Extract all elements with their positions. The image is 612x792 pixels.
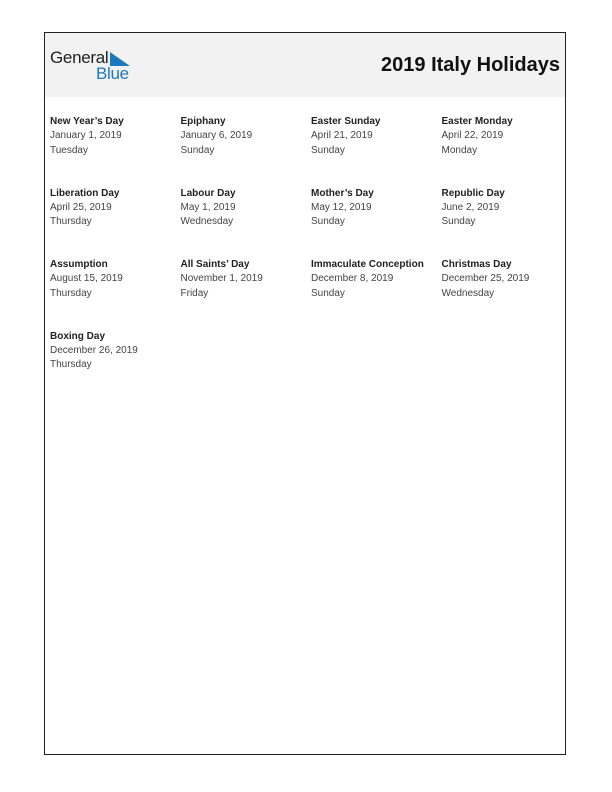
holiday-name: Easter Sunday <box>311 116 381 127</box>
holiday-name: Easter Monday <box>441 116 513 127</box>
holiday-name: Immaculate Conception <box>311 259 424 270</box>
holiday-item <box>442 258 567 330</box>
holiday-date: December 8, 2019 <box>311 273 394 285</box>
holiday-item <box>181 187 312 259</box>
holiday-date: April 21, 2019 <box>311 130 373 142</box>
holiday-grid <box>50 115 566 401</box>
logo-text-general: General <box>50 48 109 67</box>
logo-text-blue: Blue <box>96 64 129 83</box>
holiday-weekday: Tuesday <box>50 144 88 156</box>
holiday-item <box>50 258 181 330</box>
holiday-name: Labour Day <box>180 187 236 199</box>
holiday-weekday: Thursday <box>50 216 92 228</box>
holiday-weekday: Thursday <box>50 287 92 299</box>
holiday-date: November 1, 2019 <box>180 273 263 285</box>
holiday-item <box>50 187 181 259</box>
holiday-weekday: Friday <box>180 287 209 299</box>
holiday-item <box>311 115 442 187</box>
holiday-weekday: Sunday <box>311 216 345 228</box>
holiday-weekday: Wednesday <box>180 216 234 228</box>
holiday-weekday: Sunday <box>180 144 215 156</box>
page-frame <box>44 32 566 755</box>
holiday-weekday: Sunday <box>441 216 476 228</box>
holiday-name: Liberation Day <box>50 187 120 199</box>
holiday-name: Christmas Day <box>441 259 512 270</box>
holiday-date: January 6, 2019 <box>180 130 253 142</box>
holiday-date: April 25, 2019 <box>50 201 112 213</box>
holiday-item <box>181 115 312 187</box>
holiday-date: May 12, 2019 <box>311 201 372 213</box>
holiday-weekday: Monday <box>441 144 478 156</box>
holiday-date: December 25, 2019 <box>441 273 530 285</box>
holiday-name: All Saints’ Day <box>180 259 250 270</box>
holiday-date: August 15, 2019 <box>50 273 123 285</box>
holiday-date: December 26, 2019 <box>50 344 138 356</box>
holiday-item <box>442 115 567 187</box>
header <box>45 33 565 97</box>
holiday-date: May 1, 2019 <box>180 201 236 213</box>
logo <box>50 49 140 83</box>
holiday-item <box>181 258 312 330</box>
holiday-item <box>311 258 442 330</box>
holiday-weekday: Wednesday <box>441 287 495 299</box>
holiday-name: Epiphany <box>180 116 226 127</box>
holiday-date: June 2, 2019 <box>441 201 500 213</box>
holiday-item <box>311 187 442 259</box>
holiday-name: Mother’s Day <box>311 187 374 199</box>
holiday-name: Boxing Day <box>50 330 106 342</box>
holiday-item <box>442 187 567 259</box>
holiday-weekday: Sunday <box>311 144 345 156</box>
holiday-name: New Year’s Day <box>50 116 124 127</box>
holiday-name: Republic Day <box>441 187 505 199</box>
holiday-item <box>50 115 181 187</box>
holiday-date: January 1, 2019 <box>50 130 122 142</box>
page-title: 2019 Italy Holidays <box>381 54 560 76</box>
holiday-weekday: Sunday <box>311 287 345 299</box>
holiday-item <box>50 330 181 402</box>
holiday-name: Assumption <box>50 259 108 270</box>
holiday-weekday: Thursday <box>50 359 92 371</box>
holiday-date: April 22, 2019 <box>441 130 504 142</box>
